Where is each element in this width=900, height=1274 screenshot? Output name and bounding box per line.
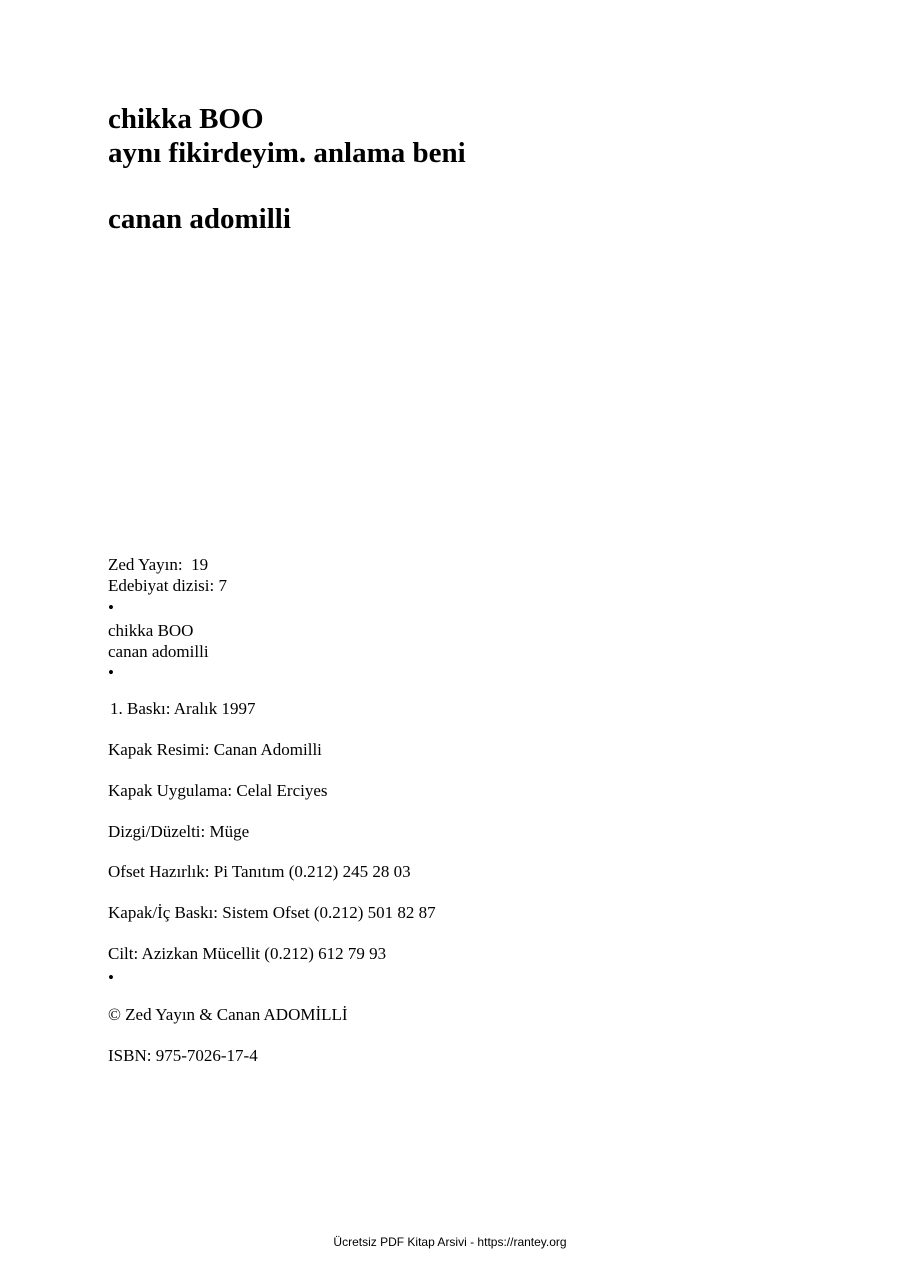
isbn: ISBN: 975-7026-17-4 bbox=[108, 1046, 258, 1065]
literature-series-number: Edebiyat dizisi: 7 bbox=[108, 576, 227, 595]
cover-art-credit: Kapak Resimi: Canan Adomilli bbox=[108, 740, 322, 759]
offset-prep-credit: Ofset Hazırlık: Pi Tanıtım (0.212) 245 28 03 bbox=[108, 862, 411, 881]
title-line-1: chikka BOO bbox=[108, 103, 264, 135]
separator-bullet-2: • bbox=[108, 663, 114, 682]
series-number: Zed Yayın: 19 bbox=[108, 555, 209, 574]
book-title bbox=[108, 102, 466, 170]
separator-bullet-3: • bbox=[108, 968, 114, 987]
edition-line: 1. Baskı: Aralık 1997 bbox=[110, 699, 256, 718]
book-author: canan adomilli bbox=[108, 203, 291, 235]
page-footer: Ücretsiz PDF Kitap Arsivi - https://rantey.org bbox=[333, 1235, 567, 1249]
binding-credit: Cilt: Azizkan Mücellit (0.212) 612 79 93 bbox=[108, 944, 387, 963]
copyright-notice: © Zed Yayın & Canan ADOMİLLİ bbox=[108, 1005, 348, 1024]
typesetting-credit: Dizgi/Düzelti: Müge bbox=[108, 822, 250, 841]
printing-credit: Kapak/İç Baskı: Sistem Ofset (0.212) 501 82 87 bbox=[108, 903, 436, 922]
cover-design-credit: Kapak Uygulama: Celal Erciyes bbox=[108, 781, 328, 800]
imprint-book-title: chikka BOO bbox=[108, 621, 194, 640]
imprint-book-author: canan adomilli bbox=[108, 642, 209, 661]
title-line-2: aynı fikirdeyim. anlama beni bbox=[108, 137, 466, 169]
separator-bullet-1: • bbox=[108, 598, 114, 617]
